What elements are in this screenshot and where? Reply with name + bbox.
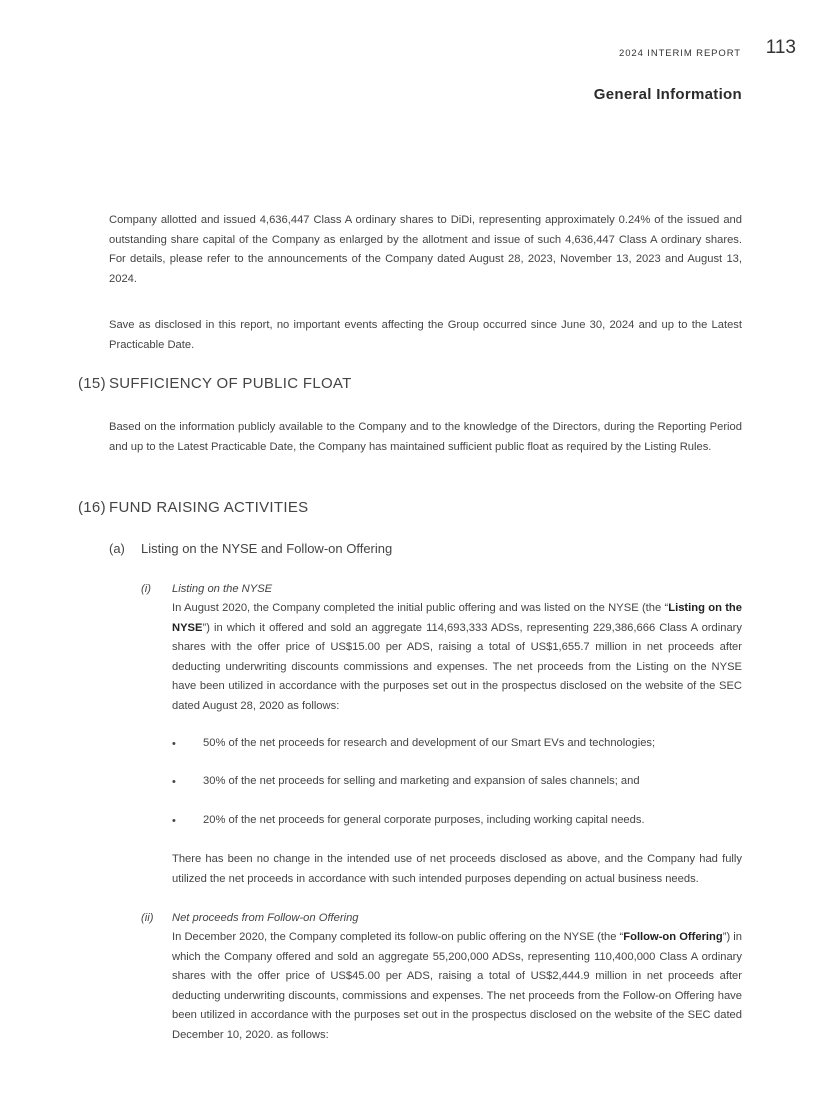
bullet-item-corporate: 20% of the net proceeds for general corporate purposes, including working capital needs.	[203, 814, 645, 826]
section-title: General Information	[593, 86, 742, 103]
item-i-heading: Listing on the NYSE	[172, 583, 273, 595]
subsection-a-number: (a)	[109, 541, 125, 556]
section-15-body: Based on the information publicly available to the Company and to the knowledge of the Directors, during the Reporting Period and up to the Latest Practicable Date, the Company has maintained sufficient public float as required by the Listing Rules.	[109, 421, 742, 453]
item-ii-heading: Net proceeds from Follow-on Offering	[172, 912, 359, 924]
item-ii-number: (ii)	[141, 912, 154, 924]
item-i-closing: There has been no change in the intended use of net proceeds disclosed as above, and the Company had fully utilized the net proceeds in accordance with such intended purposes depending on actual business needs.	[172, 853, 742, 885]
section-16-heading: FUND RAISING ACTIVITIES	[109, 499, 309, 516]
page-number: 113	[765, 37, 796, 58]
report-label: 2024 INTERIM REPORT	[619, 48, 741, 59]
bullet-icon: •	[172, 738, 176, 750]
section-15-heading: SUFFICIENCY OF PUBLIC FLOAT	[109, 375, 352, 392]
item-i-body: In August 2020, the Company completed the initial public offering and was listed on the NYSE (the “Listing on the NYSE”) in which it offered and sold an aggregate 114,693,333 ADSs, representing 229,386,666 Class A ordinary shares with the offer price of US$15.00 per ADS, raising a total of US$1,655.7 million in net proceeds after deducting underwriting discounts commissions and expenses. The net proceeds from the Listing on the NYSE have been utilized in accordance with the purposes set out in the prospectus disclosed on the website of the SEC dated August 28, 2020 as follows:	[172, 602, 742, 712]
bullet-item-marketing: 30% of the net proceeds for selling and marketing and expansion of sales channels; and	[203, 775, 640, 787]
listing-on-nyse-term: Listing on the NYSE	[172, 602, 742, 634]
section-15-number: (15)	[78, 375, 106, 392]
intro-paragraph-2: Save as disclosed in this report, no important events affecting the Group occurred since June 30, 2024 and up to the Latest Practicable Date.	[109, 319, 742, 351]
follow-on-offering-term: Follow-on Offering	[623, 931, 723, 943]
section-16-number: (16)	[78, 499, 106, 516]
bullet-item-rnd: 50% of the net proceeds for research and development of our Smart EVs and technologies;	[203, 737, 656, 749]
item-i-number: (i)	[141, 583, 151, 595]
bullet-icon: •	[172, 776, 176, 788]
intro-paragraph-1: Company allotted and issued 4,636,447 Class A ordinary shares to DiDi, representing approximately 0.24% of the issued and outstanding share capital of the Company as enlarged by the allotment and issue of such 4,636,447 Class A ordinary shares. For details, please refer to the announcements of the Company dated August 28, 2023, November 13, 2023 and August 13, 2024.	[109, 214, 742, 285]
bullet-icon: •	[172, 815, 176, 827]
subsection-a-heading: Listing on the NYSE and Follow-on Offering	[141, 541, 393, 556]
item-ii-body: In December 2020, the Company completed its follow-on public offering on the NYSE (the “Follow-on Offering”) in which the Company offered and sold an aggregate 55,200,000 ADSs, representing 110,400,000 Class A ordinary shares with the offer price of US$45.00 per ADS, raising a total of US$2,444.9 million in net proceeds after deducting underwriting discounts, commissions and expenses. The net proceeds from the Follow-on Offering have been utilized in accordance with the purposes set out in the prospectus disclosed on the website of the SEC dated December 10, 2020. as follows:	[172, 931, 742, 1041]
